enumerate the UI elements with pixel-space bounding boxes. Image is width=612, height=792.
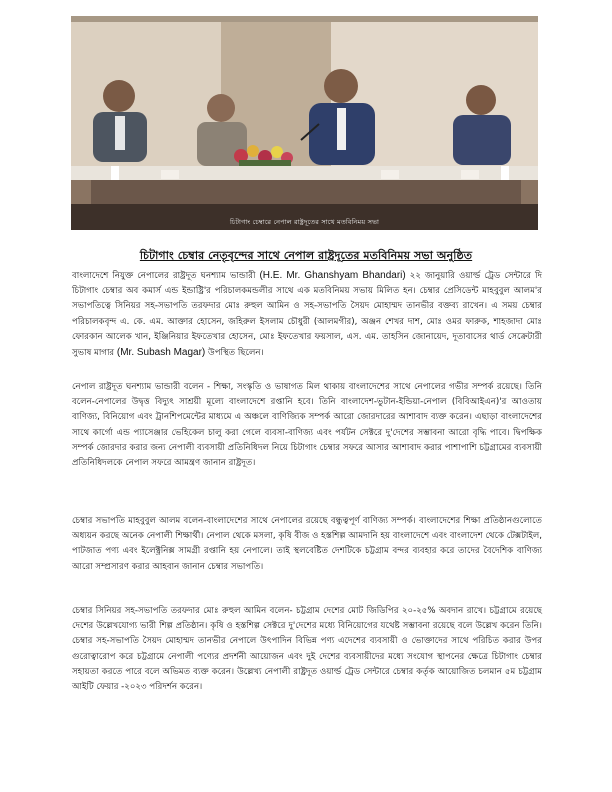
paragraph-1-text-a: বাংলাদেশে নিযুক্ত নেপালের রাষ্ট্রদূত ঘনশ্যাম ভান্ডারী	[72, 271, 260, 281]
paragraph-4: চেম্বার সিনিয়র সহ-সভাপতি তরফদার মোঃ রুহুল আমিন বলেন- চট্টগ্রাম দেশের মোট জিডিপির ২০-২৫% অবদান রাখে। চট্টগ্রামে রয়েছে দেশের উল্লেখযোগ্য ভারী শিল্প প্রতিষ্ঠান। কৃষি ও হস্তশিল্প সেক্টরে দু'দেশের মধ্যে বিনিয়োগের যথেষ্ট সম্ভাবনা রয়েছে বলে উল্লেখ করেন তিনি। চেম্বার সহ-সভাপতি সৈয়দ মোহাম্মদ তানভীর নেপালে উৎপাদিন বিভিন্ন পণ্য এদেশের ব্যবসায়ী ও ভোক্তাদের সাথে পরিচিত করার উপর গুরোত্বারোপ করে চট্টগ্রামে নেপালী পণ্যের প্রদর্শনী আয়োজন এবং দুই দেশের ব্যবসায়ীদের মধ্যে সংযোগ স্থাপনের ক্ষেত্রে চিটাগাং চেম্বার সহায়তা করতে পারে বলে অভিমত ব্যক্ত করেন। উল্লেখ্য নেপালী রাষ্ট্রদূত ওয়ার্ল্ড ট্রেড সেন্টারে চেম্বার কর্তৃক আয়োজিত চলমান ৫ম চট্টগ্রাম আইটি ফেয়ার -২০২৩ পরিদর্শন করেন।	[72, 606, 542, 693]
article-title: চিটাগাং চেম্বার নেতৃবৃন্দের সাথে নেপাল রাষ্ট্রদূতের মতবিনিময় সভা অনুষ্ঠিত	[139, 249, 473, 262]
secretary-name-english: (Mr. Subash Magar)	[116, 347, 206, 359]
photo-caption: চিটাগাং চেম্বারে নেপাল রাষ্ট্রদূতের সাথে মতবিনিময় সভা	[229, 218, 380, 226]
paragraph-1-text-b: ২২ জানুয়ারি ওয়ার্ল্ড ট্রেড সেন্টারে দি চিটাগাং চেম্বার অব কমার্স এন্ড ইন্ডাষ্ট্রি'র পরিচালকমন্ডলীর সাথে এক মতবিনিময় সভায় মিলিত হন। চেম্বার প্রেসিডেন্ট মাহবুবুল আলম'র সভাপতিত্বে সিনিয়র সহ-সভাপতি তরফদার মোঃ রুহুল আমিন ও সহ-সভাপতি সৈয়দ মোহাম্মদ তানভীর বক্তব্য রাখেন। এ সময় চেম্বার পরিচালকবৃন্দ এ. কে. এম. আক্তার হোসেন, জহিরুল ইসলাম চৌধুরী (আলমগীর), অঞ্জন শেখর দাশ, মোঃ ওমর ফারুক, শাহজাদা মোঃ ফোরকান আলেক খান, ইঞ্জিনিয়ার ইফতেখার হোসেন, মোঃ ইফতেখার ফয়সাল, এস. এম. তাহসিন জোনায়েদ, দূতাবাসের থার্ড সেক্রেটারী সুভাষ মাগার	[72, 271, 542, 359]
meeting-photo-illustration	[71, 16, 538, 230]
meeting-photo	[71, 16, 538, 230]
paragraph-1	[72, 268, 542, 361]
ambassador-name-english: (H.E. Mr. Ghanshyam Bhandari)	[259, 270, 406, 281]
paragraph-1-text-c: উপস্থিত ছিলেন।	[205, 348, 264, 359]
paragraph-2: নেপাল রাষ্ট্রদূত ঘনশ্যাম ভান্ডারী বলেন - শিক্ষা, সংস্কৃতি ও ভাষাগত মিল থাকায় বাংলাদেশের সাথে নেপালের গভীর সম্পর্ক রয়েছে। তিনি বলেন-নেপালের উদ্বৃত্ত বিদ্যুৎ সাশ্রয়ী মূল্যে বাংলাদেশে রপ্তানি হবে। তিনি বাংলাদেশ-ভুটান-ইন্ডিয়া-নেপাল (বিবিআইএন)'র আওতায় বাণিজ্য, বিনিয়োগ এবং ট্রানশিপমেন্টের মাধ্যমে এ অঞ্চলে বাণিজ্যিক সম্পর্ক আরো জোরদারের আশাবাদ ব্যক্ত করেন। এছাড়া বাংলাদেশের সাথে কার্গো এন্ড প্যাসেঞ্জার ভেহিকেল চালু করা গেলে ব্যবসা-বাণিজ্য এবং পর্যটন সেক্টরে দু'দেশের সম্ভাবনা আরো বৃদ্ধি পাবে। দ্বিপক্ষিক সম্পর্ক জোরদার করার জন্য নেপালী ব্যবসায়ী প্রতিনিধিদল নিয়ে চিটাগাং চেম্বার সফরে আসার আশাবাদ করার পাশাপাশি চট্টগ্রামের ব্যবসায়ী প্রতিনিধিদলকে নেপাল সফরে আমন্ত্রণ জানান রাষ্ট্রদূত।	[72, 382, 542, 469]
paragraph-3: চেম্বার সভাপতি মাহবুবুল আলম বলেন-বাংলাদেশের সাথে নেপালের রয়েছে বন্ধুত্বপূর্ণ বাণিজ্য সম্পর্ক। বাংলাদেশের শিক্ষা প্রতিষ্ঠানগুলোতে অধ্যয়ন করছে অনেক নেপালী শিক্ষার্থী। নেপাল থেকে মসলা, কৃষি বীজ ও হস্তশিল্প আমদানি হয় বাংলাদেশে এবং বাংলাদেশ থেকে টেক্সটাইল, পাটজাত পণ্য এবং ইলেক্ট্রনিক্স সামগ্রী রপ্তানি হয় নেপালে। তাই স্থলবেষ্টিত দেশটিকে চট্টগ্রাম বন্দর ব্যবহার করে তাদের বৈদেশিক বাণিজ্য আরো সম্প্রসারণ করার আহবান জানান চেম্বার সভাপতি।	[72, 516, 542, 572]
